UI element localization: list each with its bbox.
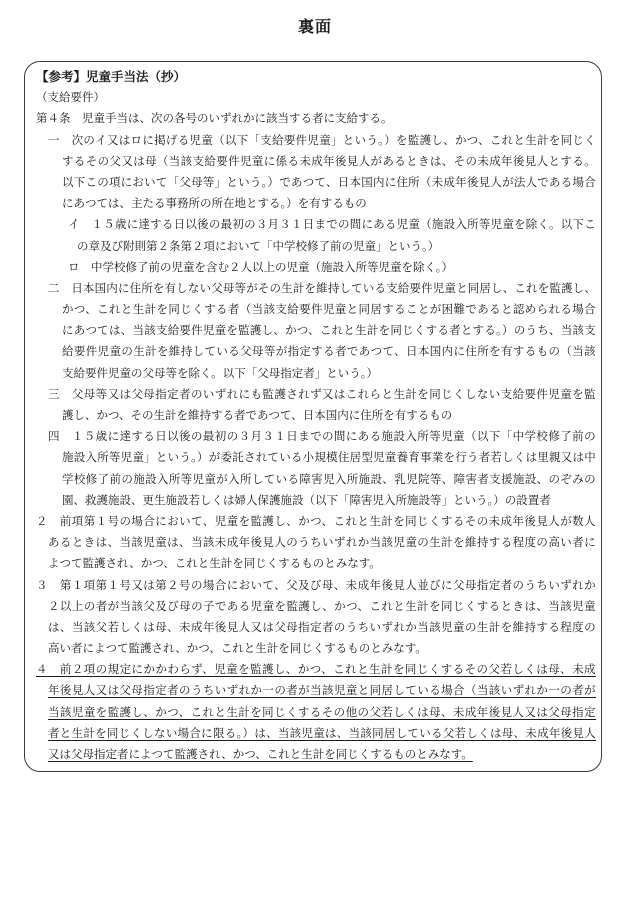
item-1-line: 以下この項において「父母等」という。）であつて、日本国内に住所（未成年後見人が法人である場合: [62, 174, 596, 189]
paragraph-3-line: 高い者によつて監護され、かつ、これと生計を同じくするものとみなす。: [48, 641, 427, 656]
page-title: 裏面: [297, 17, 332, 36]
paragraph-4-line: ４ 前２項の規定にかかわらず、児童を監護し、かつ、これと生計を同じくするその父若しくは母、未成: [36, 662, 596, 677]
paragraph-4-line: 当該児童を監護し、かつ、これと生計を同じくするその他の父若しくは母、未成年後見人又は父母指定: [48, 704, 596, 719]
item-2-line: 給要件児童の生計を維持している父母等が指定する者であつて、日本国内に住所を有するもの（当該: [62, 344, 596, 359]
item-3-line: 護し、かつ、その生計を維持する者であつて、日本国内に住所を有するもの: [62, 408, 453, 422]
item-2: [36, 278, 596, 384]
sub-item-i: [36, 214, 596, 256]
paragraph-2-line: あるときは、当該児童は、当該未成年後見人のうちいずれか当該児童の生計を維持する程度の高い者に: [48, 535, 596, 550]
paragraph-4-line: 年後見人又は父母指定者のうちいずれか一の者が当該児童と同居している場合（当該いずれか一の者が: [48, 683, 596, 698]
paragraph-2-line: よつて監護され、かつ、これと生計を同じくするものとみなす。: [48, 556, 381, 571]
excerpt-text: [36, 66, 596, 765]
paragraph-3-line: ２以上の者が当該父及び母の子である児童を監護し、かつ、これと生計を同じくするときは、当該児童: [48, 598, 596, 613]
item-1-line: 一 次のイ又はロに掲げる児童（以下「支給要件児童」という。）を監護し、かつ、これと生計を同じく: [48, 132, 596, 147]
excerpt-heading: 【参考】児童手当法（抄）: [36, 69, 187, 84]
sub-item-i-line: イ １５歳に達する日以後の最初の３月３１日までの間にある児童（施設入所等児童を除く。以下こ: [68, 217, 596, 232]
item-1: [36, 130, 596, 215]
item-2-line: かつ、これと生計を同じくする者（当該支給要件児童と同居することが困難であると認められる場合: [62, 302, 596, 317]
sub-item-ro-line: ロ 中学校修了前の児童を含む２人以上の児童（施設入所等児童を除く。）: [68, 259, 454, 274]
item-2-line: 二 日本国内に住所を有しない父母等がその生計を維持している支給要件児童と同居し、これを監護し、: [48, 280, 596, 295]
paragraph-3-line: ３ 第１項第１号又は第２号の場合において、父及び母、未成年後見人並びに父母指定者のうちいずれか: [36, 577, 596, 592]
item-4-line: 施設入所等児童」という。）が委託されている小規模住居型児童養育事業を行う者若しくは里親又は中: [62, 450, 596, 465]
item-3-line: 三 父母等又は父母指定者のいずれにも監護されず又はこれらと生計を同じくしない支給要件児童を監: [48, 386, 596, 401]
section-caption: （支給要件）: [36, 90, 105, 105]
item-2-line: にあつては、当該支給要件児童を監護し、かつ、これと生計を同じくする者とする。）のうち、当該支: [62, 323, 596, 338]
excerpt-box: [24, 61, 602, 772]
paragraph-2-line: ２ 前項第１号の場合において、児童を監護し、かつ、これと生計を同じくするその未成年後見人が数人: [36, 513, 596, 528]
article-heading: 第４条 児童手当は、次の各号のいずれかに該当する者に支給する。: [36, 111, 393, 126]
item-1-line: にあつては、主たる事務所の所在地とする。）を有するもの: [62, 196, 367, 211]
item-3: [36, 384, 596, 426]
item-1-line: するその父又は母（当該支給要件児童に係る未成年後見人があるときは、その未成年後見人とする。: [62, 153, 596, 168]
item-4-line: 園、救護施設、更生施設若しくは婦人保護施設（以下「障害児入所施設等」という。）の設置者: [62, 492, 551, 507]
item-2-line: 支給要件児童の父母等を除く。以下「父母指定者」という。）: [62, 365, 379, 380]
sub-item-ro: [36, 257, 596, 278]
paragraph-4-underlined: [36, 659, 596, 765]
item-4: [36, 426, 596, 511]
sub-item-i-line: の章及び附則第２条第２項において「中学校修了前の児童」という。）: [77, 238, 440, 253]
paragraph-3: [36, 575, 596, 660]
paragraph-2: [36, 511, 596, 575]
item-4-line: 四 １５歳に達する日以後の最初の３月３１日までの間にある施設入所等児童（以下「中学校修了前の: [48, 429, 596, 444]
paragraph-4-line: 者と生計を同じくしない場合に限る。）は、当該児童は、当該同居している父若しくは母、未成年後見人: [48, 725, 596, 740]
paragraph-3-line: は、当該父若しくは母、未成年後見人又は父母指定者のうちいずれか当該児童の生計を維持する程度の: [48, 619, 596, 634]
item-4-line: 学校修了前の施設入所等児童が入所している障害児入所施設、乳児院等、障害者支援施設、のぞみの: [62, 471, 596, 486]
paragraph-4-line: 又は父母指定者によつて監護され、かつ、これと生計を同じくするものとみなす。: [48, 747, 473, 761]
